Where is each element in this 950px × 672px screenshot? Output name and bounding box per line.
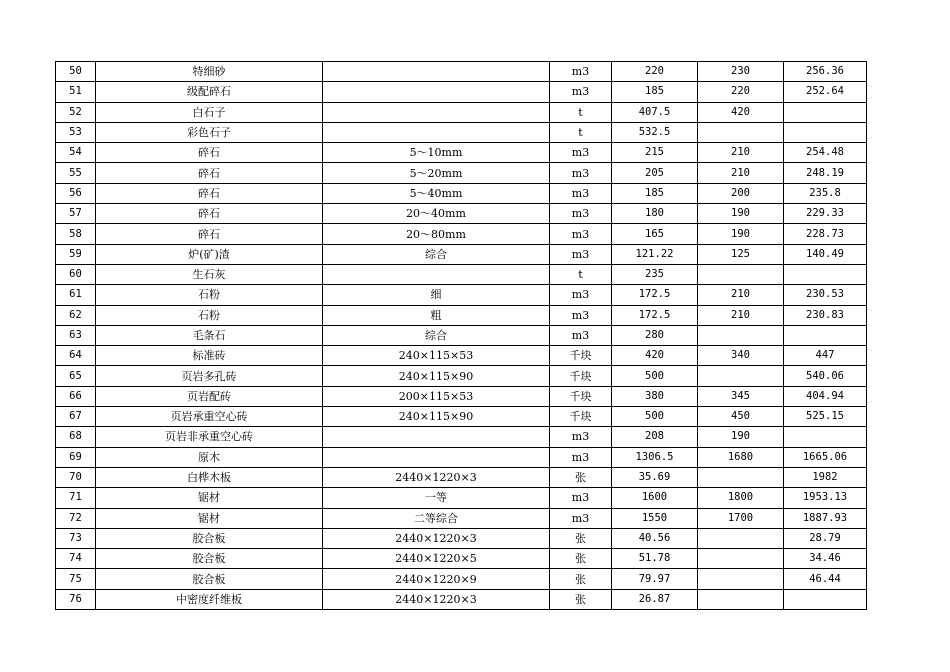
cell-price-2: 210: [698, 143, 784, 163]
cell-row-number: 69: [56, 447, 96, 467]
cell-unit: m3: [550, 204, 612, 224]
cell-specification: 细: [323, 285, 550, 305]
cell-row-number: 74: [56, 549, 96, 569]
table-row: [56, 143, 867, 163]
cell-price-3: 230.83: [784, 305, 867, 325]
cell-price-1: 532.5: [612, 122, 698, 142]
cell-price-1: 172.5: [612, 285, 698, 305]
table-row: [56, 62, 867, 82]
cell-material-name: 页岩配砖: [96, 386, 323, 406]
cell-price-3: 235.8: [784, 183, 867, 203]
table-row: [56, 386, 867, 406]
cell-material-name: 毛条石: [96, 325, 323, 345]
cell-material-name: 生石灰: [96, 264, 323, 284]
cell-price-3: [784, 325, 867, 345]
cell-unit: m3: [550, 325, 612, 345]
cell-material-name: 原木: [96, 447, 323, 467]
cell-price-1: 208: [612, 427, 698, 447]
cell-material-name: 页岩多孔砖: [96, 366, 323, 386]
cell-specification: 5～40mm: [323, 183, 550, 203]
table-row: [56, 427, 867, 447]
cell-row-number: 56: [56, 183, 96, 203]
cell-price-3: 248.19: [784, 163, 867, 183]
cell-price-2: [698, 264, 784, 284]
cell-price-3: [784, 122, 867, 142]
cell-specification: 综合: [323, 244, 550, 264]
cell-price-1: 215: [612, 143, 698, 163]
cell-price-3: 228.73: [784, 224, 867, 244]
cell-row-number: 57: [56, 204, 96, 224]
cell-specification: [323, 427, 550, 447]
table-row: [56, 467, 867, 487]
cell-unit: 千块: [550, 346, 612, 366]
cell-material-name: 页岩非承重空心砖: [96, 427, 323, 447]
cell-specification: [323, 122, 550, 142]
cell-specification: 5～10mm: [323, 143, 550, 163]
cell-price-1: 420: [612, 346, 698, 366]
cell-unit: 张: [550, 569, 612, 589]
cell-price-2: 1800: [698, 488, 784, 508]
cell-unit: m3: [550, 305, 612, 325]
cell-price-3: 540.06: [784, 366, 867, 386]
table-body: [56, 62, 867, 610]
cell-material-name: 胶合板: [96, 549, 323, 569]
cell-price-1: 35.69: [612, 467, 698, 487]
table-row: [56, 447, 867, 467]
cell-price-2: 210: [698, 285, 784, 305]
cell-price-2: 200: [698, 183, 784, 203]
cell-row-number: 70: [56, 467, 96, 487]
cell-price-2: 210: [698, 163, 784, 183]
cell-price-1: 51.78: [612, 549, 698, 569]
cell-specification: 20～40mm: [323, 204, 550, 224]
cell-row-number: 72: [56, 508, 96, 528]
cell-price-3: 1665.06: [784, 447, 867, 467]
cell-price-3: 230.53: [784, 285, 867, 305]
cell-material-name: 页岩承重空心砖: [96, 407, 323, 427]
table-row: [56, 204, 867, 224]
table-row: [56, 264, 867, 284]
cell-price-1: 185: [612, 183, 698, 203]
cell-material-name: 胶合板: [96, 528, 323, 548]
table-row: [56, 549, 867, 569]
cell-material-name: 碎石: [96, 143, 323, 163]
cell-price-2: [698, 122, 784, 142]
table-row: [56, 244, 867, 264]
cell-material-name: 特细砂: [96, 62, 323, 82]
cell-price-3: 140.49: [784, 244, 867, 264]
cell-unit: 千块: [550, 386, 612, 406]
table-row: [56, 102, 867, 122]
cell-material-name: 中密度纤维板: [96, 589, 323, 609]
table-row: [56, 224, 867, 244]
cell-specification: [323, 82, 550, 102]
cell-price-1: 205: [612, 163, 698, 183]
cell-row-number: 71: [56, 488, 96, 508]
cell-specification: [323, 62, 550, 82]
table-row: [56, 589, 867, 609]
cell-specification: 5～20mm: [323, 163, 550, 183]
cell-row-number: 62: [56, 305, 96, 325]
cell-price-1: 235: [612, 264, 698, 284]
cell-material-name: 级配碎石: [96, 82, 323, 102]
cell-row-number: 60: [56, 264, 96, 284]
cell-material-name: 锯材: [96, 508, 323, 528]
cell-price-3: [784, 427, 867, 447]
cell-price-2: [698, 325, 784, 345]
table-row: [56, 305, 867, 325]
cell-unit: m3: [550, 244, 612, 264]
cell-specification: 2440×1220×3: [323, 467, 550, 487]
cell-price-2: [698, 366, 784, 386]
cell-price-1: 1600: [612, 488, 698, 508]
cell-price-3: 28.79: [784, 528, 867, 548]
cell-price-2: 420: [698, 102, 784, 122]
cell-specification: 一等: [323, 488, 550, 508]
cell-row-number: 65: [56, 366, 96, 386]
cell-price-2: [698, 549, 784, 569]
cell-row-number: 54: [56, 143, 96, 163]
cell-row-number: 55: [56, 163, 96, 183]
cell-row-number: 75: [56, 569, 96, 589]
cell-row-number: 63: [56, 325, 96, 345]
cell-price-3: 1887.93: [784, 508, 867, 528]
cell-price-3: 34.46: [784, 549, 867, 569]
cell-price-1: 407.5: [612, 102, 698, 122]
cell-specification: 粗: [323, 305, 550, 325]
cell-price-2: 230: [698, 62, 784, 82]
table-row: [56, 366, 867, 386]
table-row: [56, 407, 867, 427]
cell-specification: 二等综合: [323, 508, 550, 528]
table-row: [56, 325, 867, 345]
table-row: [56, 163, 867, 183]
cell-unit: 张: [550, 549, 612, 569]
cell-unit: m3: [550, 62, 612, 82]
cell-price-1: 1550: [612, 508, 698, 528]
table-row: [56, 569, 867, 589]
cell-unit: 张: [550, 589, 612, 609]
cell-price-3: 525.15: [784, 407, 867, 427]
cell-price-2: 450: [698, 407, 784, 427]
cell-price-1: 121.22: [612, 244, 698, 264]
cell-row-number: 64: [56, 346, 96, 366]
cell-unit: 张: [550, 528, 612, 548]
cell-unit: m3: [550, 224, 612, 244]
cell-price-3: 254.48: [784, 143, 867, 163]
cell-price-2: 125: [698, 244, 784, 264]
cell-price-2: 190: [698, 427, 784, 447]
cell-material-name: 碎石: [96, 183, 323, 203]
cell-row-number: 52: [56, 102, 96, 122]
cell-price-1: 1306.5: [612, 447, 698, 467]
cell-price-2: 190: [698, 204, 784, 224]
cell-price-3: 46.44: [784, 569, 867, 589]
cell-price-3: 1982: [784, 467, 867, 487]
cell-price-1: 280: [612, 325, 698, 345]
cell-row-number: 67: [56, 407, 96, 427]
cell-unit: t: [550, 122, 612, 142]
cell-unit: m3: [550, 163, 612, 183]
cell-unit: m3: [550, 285, 612, 305]
cell-specification: 2440×1220×3: [323, 589, 550, 609]
cell-specification: 240×115×90: [323, 366, 550, 386]
cell-price-2: 220: [698, 82, 784, 102]
cell-unit: m3: [550, 508, 612, 528]
cell-price-2: [698, 467, 784, 487]
cell-price-2: 190: [698, 224, 784, 244]
table-row: [56, 285, 867, 305]
cell-price-2: [698, 589, 784, 609]
cell-specification: 20～80mm: [323, 224, 550, 244]
table-row: [56, 82, 867, 102]
cell-specification: 综合: [323, 325, 550, 345]
cell-price-1: 220: [612, 62, 698, 82]
cell-row-number: 66: [56, 386, 96, 406]
cell-price-2: 1700: [698, 508, 784, 528]
cell-price-3: 447: [784, 346, 867, 366]
cell-unit: m3: [550, 447, 612, 467]
cell-specification: [323, 447, 550, 467]
cell-price-2: 340: [698, 346, 784, 366]
cell-material-name: 锯材: [96, 488, 323, 508]
cell-unit: 千块: [550, 407, 612, 427]
cell-price-3: 256.36: [784, 62, 867, 82]
cell-price-3: [784, 102, 867, 122]
cell-unit: m3: [550, 183, 612, 203]
table-row: [56, 122, 867, 142]
cell-price-1: 500: [612, 366, 698, 386]
cell-price-1: 165: [612, 224, 698, 244]
cell-specification: 240×115×53: [323, 346, 550, 366]
cell-specification: 240×115×90: [323, 407, 550, 427]
table-row: [56, 488, 867, 508]
cell-specification: 2440×1220×9: [323, 569, 550, 589]
cell-specification: [323, 102, 550, 122]
cell-row-number: 73: [56, 528, 96, 548]
cell-material-name: 碎石: [96, 163, 323, 183]
cell-unit: m3: [550, 82, 612, 102]
cell-material-name: 碎石: [96, 224, 323, 244]
table-row: [56, 183, 867, 203]
cell-price-1: 172.5: [612, 305, 698, 325]
cell-price-2: [698, 569, 784, 589]
cell-price-1: 185: [612, 82, 698, 102]
cell-material-name: 石粉: [96, 305, 323, 325]
cell-unit: t: [550, 264, 612, 284]
cell-price-2: 210: [698, 305, 784, 325]
cell-price-2: [698, 528, 784, 548]
cell-row-number: 58: [56, 224, 96, 244]
cell-specification: [323, 264, 550, 284]
cell-row-number: 50: [56, 62, 96, 82]
cell-price-1: 79.97: [612, 569, 698, 589]
cell-price-1: 500: [612, 407, 698, 427]
cell-price-3: 229.33: [784, 204, 867, 224]
cell-specification: 200×115×53: [323, 386, 550, 406]
cell-unit: m3: [550, 143, 612, 163]
cell-row-number: 51: [56, 82, 96, 102]
cell-material-name: 白石子: [96, 102, 323, 122]
cell-material-name: 彩色石子: [96, 122, 323, 142]
cell-row-number: 61: [56, 285, 96, 305]
cell-unit: 张: [550, 467, 612, 487]
cell-material-name: 碎石: [96, 204, 323, 224]
cell-row-number: 76: [56, 589, 96, 609]
cell-price-3: 1953.13: [784, 488, 867, 508]
cell-price-1: 26.87: [612, 589, 698, 609]
cell-price-1: 180: [612, 204, 698, 224]
cell-material-name: 胶合板: [96, 569, 323, 589]
cell-unit: 千块: [550, 366, 612, 386]
cell-row-number: 53: [56, 122, 96, 142]
cell-price-2: 1680: [698, 447, 784, 467]
cell-specification: 2440×1220×3: [323, 528, 550, 548]
cell-price-3: [784, 589, 867, 609]
cell-row-number: 68: [56, 427, 96, 447]
cell-price-1: 380: [612, 386, 698, 406]
cell-specification: 2440×1220×5: [323, 549, 550, 569]
cell-price-3: 252.64: [784, 82, 867, 102]
material-price-table: [55, 61, 867, 610]
cell-price-3: [784, 264, 867, 284]
cell-material-name: 白桦木板: [96, 467, 323, 487]
cell-row-number: 59: [56, 244, 96, 264]
table-row: [56, 528, 867, 548]
cell-material-name: 石粉: [96, 285, 323, 305]
cell-price-2: 345: [698, 386, 784, 406]
cell-price-1: 40.56: [612, 528, 698, 548]
cell-unit: m3: [550, 488, 612, 508]
table-row: [56, 346, 867, 366]
cell-material-name: 炉(矿)渣: [96, 244, 323, 264]
cell-unit: m3: [550, 427, 612, 447]
cell-unit: t: [550, 102, 612, 122]
table-row: [56, 508, 867, 528]
cell-price-3: 404.94: [784, 386, 867, 406]
cell-material-name: 标准砖: [96, 346, 323, 366]
